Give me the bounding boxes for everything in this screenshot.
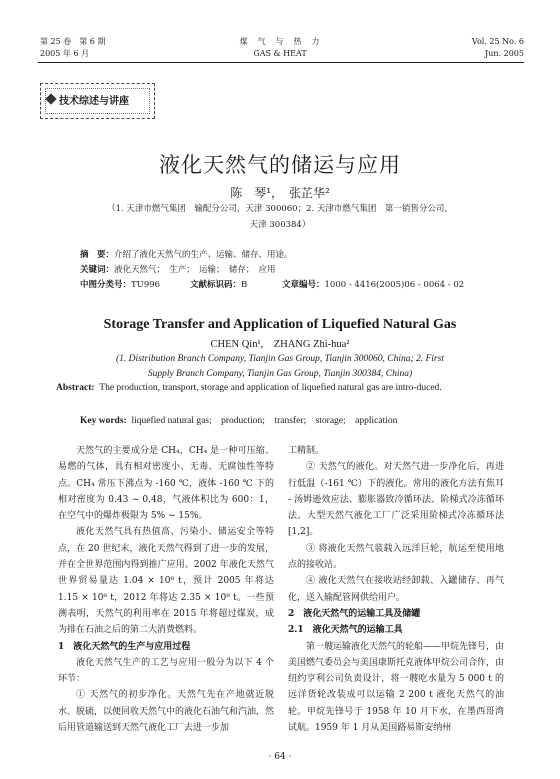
abstract-cn bbox=[80, 249, 293, 261]
paragraph: 第一艘运输液化天然气的轮船——甲烷先锋号，由美国燃气委员会与美国康斯托克液体甲烷公司合作，由纽约亨利公司负责设计，将一艘吃水量为 5 000 t 的远洋货轮改装成可以运输 2 200 t 液化天然气的油轮。甲烷先锋号于 1958 年 10 月下水，在墨西哥湾试航。1959 年 1 月从美国路易斯安纳州 bbox=[288, 641, 505, 734]
affiliation-en bbox=[80, 352, 480, 382]
paragraph: 天然气的主要成分是 CH₄，CH₄ 是一种可压缩、易燃的气体，具有相对密度小、无毒、无腐蚀性等特点。CH₄ 常压下沸点为 -160 ℃，液体 -160 ℃ 下的相对密度为 0.43 ~ 0.48，气液体积比为 600：1，在空气中的爆炸极限为 5% ~ 15%。 bbox=[58, 446, 274, 522]
journal-name-cn: 煤 气 与 热 力 bbox=[239, 37, 321, 46]
clc-value: TU996 bbox=[131, 280, 161, 290]
page-number: · 64 · bbox=[268, 752, 292, 762]
body-right-column bbox=[288, 443, 504, 736]
keywords-cn-text: 液化天然气； 生产； 运输； 储存； 应用 bbox=[114, 265, 276, 275]
abstract-en bbox=[56, 381, 506, 396]
paragraph: 液化天然气生产的工艺与应用一般分为以下 4 个环节： bbox=[58, 657, 274, 685]
doc-code bbox=[190, 279, 247, 291]
article-no-value: 1000 - 4416(2005)06 - 0064 - 02 bbox=[324, 280, 465, 290]
paragraph: ② 天然气的液化。对天然气进一步净化后，再进行低温（-161 ℃）下的液化。常用的液化方法有焦耳 - 汤姆逊效应法、膨胀器致冷循环法、阶梯式冷冻循环法。大型天然气液化工厂广泛采用阶梯式冷冻循环法[1,2]。 bbox=[288, 462, 504, 538]
affiliation-en-line1: (1. Distribution Branch Company, Tianjin Gas Group, Tianjin 300060, China; 2. First bbox=[116, 354, 444, 364]
abstract-cn-label: 摘 要： bbox=[80, 250, 115, 260]
article-title-en: Storage Transfer and Application of Liquefied Natural Gas bbox=[103, 317, 457, 332]
paragraph: 工精制。 bbox=[288, 446, 325, 456]
affiliation-cn-line1: （1. 天津市燃气集团 输配分公司，天津 300060；2. 天津市燃气集团 第一销售分公司， bbox=[107, 204, 453, 214]
journal-volume-en: Vol. 25 No. 6 bbox=[471, 37, 524, 46]
section-heading: 2 液化天然气的运输工具及储罐 bbox=[288, 608, 421, 619]
subsection-heading: 2.1 液化天然气的运输工具 bbox=[288, 625, 403, 636]
classification-line bbox=[80, 279, 160, 291]
paragraph: ③ 将液化天然气装载入远洋巨轮，航运至使用地点的接收站。 bbox=[288, 543, 504, 571]
authors-en: CHEN Qin¹, ZHANG Zhi-hua² bbox=[210, 339, 350, 350]
journal-name-en: GAS & HEAT bbox=[253, 49, 307, 58]
body-left-column bbox=[58, 443, 274, 736]
abstract-cn-text: 介绍了液化天然气的生产、运输、储存、用途。 bbox=[114, 250, 293, 260]
affiliation-en-line2: Supply Branch Company, Tianjin Gas Group, Tianjin 300384, China) bbox=[147, 369, 413, 379]
abstract-en-text: The production, transport, storage and application of liquefied natural gas are intro-duced. bbox=[99, 383, 442, 393]
section-heading: 1 液化天然气的生产与应用过程 bbox=[58, 641, 191, 652]
journal-date-en: Jun. 2005 bbox=[485, 49, 524, 58]
abstract-en-label: Abstract: bbox=[56, 383, 95, 393]
keywords-cn bbox=[80, 264, 276, 276]
doc-code-value: B bbox=[241, 280, 248, 290]
keywords-en-label: Key words: bbox=[80, 416, 127, 426]
keywords-en-text: liquefied natural gas; production; transfer; storage; application bbox=[131, 416, 398, 426]
journal-volume: 第 25 卷 第 6 期 bbox=[40, 37, 106, 46]
paragraph: 液化天然气具有热值高、污染小、储运安全等特点，在 20 世纪末，液化天然气得到了进一步的发展，并在全世界范围内得到推广应用。2002 年液化天然气世界贸易量达 1.04 × 10⁸ t，预计 2005 年将达 1.15 × 10⁸ t，2012 年将达 2.35 × 10⁸ t。一些预测表明，天然气的利用率在 2015 年将超过煤炭，成为排在石油之后的第二大消费燃料。 bbox=[58, 527, 274, 636]
article-number bbox=[282, 279, 464, 291]
paragraph: ④ 液化天然气在接收站经卸载、入罐储存、再气化，送入输配管网供给用户。 bbox=[288, 576, 504, 603]
keywords-cn-label: 关键词： bbox=[80, 265, 115, 275]
header-rule bbox=[38, 62, 524, 63]
section-banner bbox=[40, 83, 155, 119]
clc-label: 中图分类号： bbox=[80, 280, 132, 290]
article-title-cn: 液化天然气的储运与应用 bbox=[159, 153, 401, 177]
section-label: 技术综述与讲座 bbox=[59, 96, 129, 107]
authors-cn: 陈 琴¹， 张芷华² bbox=[230, 186, 330, 200]
doc-code-label: 文献标识码： bbox=[190, 280, 242, 290]
journal-date: 2005 年 6 月 bbox=[40, 49, 90, 58]
affiliation-cn-line2: 天津 300384） bbox=[249, 220, 311, 230]
paragraph: ① 天然气的初步净化。天然气先在产地就近脱水、脱硫，以便回收天然气中的液化石油气和汽油，然后用管道输送到天然气液化工厂去进一步加 bbox=[58, 690, 275, 734]
keywords-en bbox=[80, 412, 397, 426]
article-no-label: 文章编号： bbox=[282, 280, 325, 290]
affiliation-cn bbox=[70, 201, 490, 233]
